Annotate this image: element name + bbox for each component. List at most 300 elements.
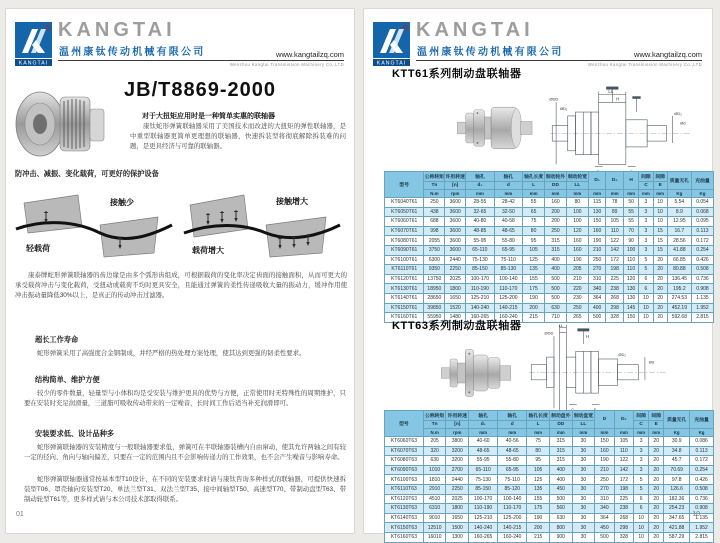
table-cell: 125-210 (466, 293, 495, 303)
table-cell: 320 (423, 446, 446, 456)
table-cell: 3 (634, 446, 649, 456)
col-symbol: E (653, 182, 667, 190)
svg-text:接触增大: 接触增大 (275, 196, 308, 206)
table-row (385, 274, 714, 284)
company-tagline-en: Wenzhou Kangtai Transmission Machinery Co.,LTD (588, 62, 702, 67)
table-cell: 28650 (424, 293, 445, 303)
brand-wordmark: KANGTAI (416, 19, 534, 42)
table-cell: 85-150 (469, 484, 498, 494)
table-cell: 0.254 (690, 465, 714, 475)
table-cell: 10 (639, 303, 653, 313)
table-cell: 140-215 (494, 303, 523, 313)
col-symbol: E (649, 421, 664, 429)
col-symbol: [n] (446, 421, 469, 429)
table-cell: 6300 (424, 255, 445, 265)
table-cell: 198 (614, 484, 633, 494)
table-cell: 0.068 (691, 207, 713, 217)
feature3-text: 较少的零件数量，轻量型与小体积均是受安装与维护更具的优势与方便，正常使用时无特殊性的周期维护，只要在安装时充足润滑量，三道脂可吸收传动带来的一定噪音，长时间工作后适当补充润滑即可。 (24, 389, 346, 409)
table-cell: 3 (639, 198, 653, 208)
table-cell: 120 (566, 226, 588, 236)
table-cell: 70 (623, 226, 638, 236)
table-cell: 190 (523, 293, 545, 303)
table-cell: 40-58 (494, 217, 523, 227)
table-cell: 75-130 (466, 255, 495, 265)
table-cell: 1.952 (691, 303, 713, 313)
website-url: www.kangtailzq.com (634, 50, 702, 59)
table-cell: 15 (653, 245, 667, 255)
kangtai-logo-icon (373, 22, 410, 66)
table-cell: 20 (649, 475, 664, 485)
table-cell: 110-190 (469, 504, 498, 514)
col-symbol: [n] (445, 182, 466, 190)
table-cell: 160-265 (466, 313, 495, 323)
col-unit: mm (498, 429, 527, 437)
table-cell: 6 (639, 274, 653, 284)
table-cell: 78 (606, 198, 624, 208)
table-cell: KT6130T63 (385, 504, 424, 514)
table-cell: 65-110 (469, 465, 498, 475)
table-cell: 145 (623, 303, 638, 313)
header-divider (416, 60, 702, 61)
table-cell: 250 (545, 226, 567, 236)
svg-text:ØD₂: ØD₂ (674, 111, 682, 116)
col-symbol: C (639, 182, 653, 190)
table-cell: 100 (566, 207, 588, 217)
table-cell: 20 (649, 465, 664, 475)
col-header: 制动轮外 (545, 172, 567, 182)
contact-diagram-heavy-load (182, 191, 342, 265)
table-cell: 55 (523, 198, 545, 208)
table-row (385, 245, 714, 255)
svg-text:KANGTAI: KANGTAI (377, 61, 406, 67)
table-cell: 110-190 (466, 284, 495, 294)
table-cell: 12.95 (667, 217, 691, 227)
table-cell: 130 (588, 207, 606, 217)
table-cell: 315 (549, 456, 572, 466)
table-cell: 0.508 (690, 484, 714, 494)
table-cell: 105 (523, 245, 545, 255)
svg-text:®: ® (403, 24, 409, 32)
page-number-left: 01 (16, 511, 24, 518)
table-cell: KT6160T63 (385, 532, 424, 542)
table-cell: 48-85 (466, 226, 495, 236)
table-cell: 140-240 (469, 523, 498, 533)
col-symbol: Tn (423, 421, 446, 429)
table-cell: 20 (653, 303, 667, 313)
table-cell: 3 (639, 236, 653, 246)
table-cell: 30 (572, 523, 595, 533)
table-cell: 105 (527, 465, 550, 475)
table-cell: 200 (545, 217, 567, 227)
col-header: 型号 (385, 172, 424, 198)
table-cell: 100-170 (466, 274, 495, 284)
table-cell: 3800 (446, 437, 469, 447)
table-cell: 190 (566, 255, 588, 265)
table-cell: 3600 (445, 207, 466, 217)
table-cell: 315 (545, 236, 567, 246)
table-cell: 340 (595, 504, 614, 514)
table-cell: 32-65 (466, 207, 495, 217)
table-cell: 230 (566, 293, 588, 303)
col-header: 间隙 (649, 411, 664, 421)
table-cell: 100 (623, 245, 638, 255)
svg-text:载荷增大: 载荷增大 (192, 245, 224, 255)
table-cell: 50 (623, 198, 638, 208)
col-header: 充油量 (691, 172, 713, 190)
table-cell: 20 (649, 456, 664, 466)
col-header: 制动轮宽 (566, 172, 588, 182)
table-cell: 75 (523, 217, 545, 227)
svg-text:H: H (616, 96, 619, 101)
table-cell: 160 (588, 226, 606, 236)
table-cell: 254.23 (664, 504, 690, 514)
table-cell: 1010 (423, 465, 446, 475)
table-cell: 500 (549, 494, 572, 504)
table-cell: 20 (649, 513, 664, 523)
table-cell: 900 (549, 532, 572, 542)
svg-text:ØD₁: ØD₁ (560, 106, 568, 111)
table-cell: 400 (545, 265, 567, 275)
table-cell: 364 (588, 293, 606, 303)
table-cell: 800 (549, 523, 572, 533)
table-cell: 315 (549, 446, 572, 456)
table-cell: 2440 (446, 475, 469, 485)
table-cell: 238 (614, 504, 633, 514)
page-title: JB/T8869-2000 (124, 79, 276, 102)
table-cell: 6 (634, 504, 649, 514)
table-row (385, 456, 714, 466)
table-cell: 140-215 (498, 523, 527, 533)
table-cell: 89 (606, 207, 624, 217)
table-cell: KT6060T61 (385, 217, 424, 227)
svg-text:Ød: Ød (680, 121, 685, 126)
table-cell: 30 (572, 456, 595, 466)
table-row (385, 484, 714, 494)
col-header: 许用转速 (446, 411, 469, 421)
table-cell: 10 (634, 523, 649, 533)
col-unit: rpm (445, 190, 466, 198)
table-cell: 198 (606, 265, 624, 275)
table-row (385, 475, 714, 485)
table-row (385, 532, 714, 542)
col-header: D₁ (588, 172, 606, 190)
col-unit: Kg (691, 190, 713, 198)
table-cell: 421.88 (664, 523, 690, 533)
table-cell: 3600 (445, 217, 466, 227)
table-cell: 20 (649, 446, 664, 456)
page-number-right: 10 (692, 511, 700, 518)
table-cell: 15 (653, 236, 667, 246)
table-cell: 140-240 (466, 303, 495, 313)
table-cell: 587.29 (664, 532, 690, 542)
page-right (363, 8, 713, 534)
table-cell: 500 (545, 274, 567, 284)
table-cell: 155 (523, 274, 545, 284)
table-cell: 190 (588, 236, 606, 246)
table-cell: 500 (545, 284, 567, 294)
table-cell: 340 (588, 284, 606, 294)
col-header: 轴孔 (469, 411, 498, 421)
table-cell: 65 (523, 207, 545, 217)
table-cell: 315 (549, 437, 572, 447)
table-cell: 13750 (424, 274, 445, 284)
col-unit: mm (653, 190, 667, 198)
table-cell: 0.908 (690, 504, 714, 514)
table-cell: 122 (614, 456, 633, 466)
col-unit: mm (649, 429, 664, 437)
table-cell: 65-95 (494, 245, 523, 255)
table-cell: 40-56 (498, 437, 527, 447)
table-cell: 10 (653, 217, 667, 227)
col-unit: mm (634, 429, 649, 437)
table-cell: 110 (614, 446, 633, 456)
table-cell: 20 (649, 523, 664, 533)
svg-text:ØD₂: ØD₂ (618, 352, 626, 357)
col-unit: mm (588, 190, 606, 198)
table-cell: 3 (639, 245, 653, 255)
table-cell: 0.054 (691, 198, 713, 208)
ktt61-section-drawing (546, 83, 696, 175)
table-cell: 10 (639, 293, 653, 303)
table-cell: 80.88 (667, 265, 691, 275)
table-cell: 5.54 (667, 198, 691, 208)
table-cell: 10 (653, 198, 667, 208)
coupling-photo (14, 85, 108, 165)
feature4-text1: 蛇形弹簧联轴器的安装精度与一般联轴器要求低，弹簧可在半联轴器装槽内自由窜动，使其允许两轴之间有较一定的径向、角向与轴向偏差，只要在一定的范围内且不会影响传递力的工作效果，也不会产生噪音与影响寿命。 (24, 443, 346, 463)
col-header: 轴孔 (494, 172, 523, 182)
table-cell: 28-42 (494, 198, 523, 208)
table-cell: 20 (649, 437, 664, 447)
table-row (385, 255, 714, 265)
col-unit: mm (469, 429, 498, 437)
table-cell: 8.9 (667, 207, 691, 217)
table-cell: 122 (606, 236, 624, 246)
table-cell: 3600 (445, 245, 466, 255)
table-cell: 55-95 (466, 236, 495, 246)
col-unit: Kg (690, 429, 714, 437)
table-cell: 39850 (424, 303, 445, 313)
ktt63-section-drawing (526, 323, 671, 413)
table-cell: KT6110T61 (385, 265, 424, 275)
table-cell: 16.7 (667, 226, 691, 236)
table-cell: 250 (588, 255, 606, 265)
table-cell: 710 (545, 313, 567, 323)
table-cell: 630 (549, 513, 572, 523)
table-cell: 100-170 (469, 494, 498, 504)
table-cell: 10 (634, 513, 649, 523)
col-unit: mm (466, 190, 495, 198)
col-symbol: d (498, 421, 527, 429)
table-cell: 110 (623, 265, 638, 275)
table-row (385, 198, 714, 208)
table-cell: 3 (639, 226, 653, 236)
table-cell: 120 (623, 274, 638, 284)
table-row (385, 236, 714, 246)
table-cell: 347.65 (664, 513, 690, 523)
table-cell: 20 (653, 293, 667, 303)
table-cell: KT6060T63 (385, 437, 424, 447)
table-cell: 45.7 (664, 456, 690, 466)
table-cell: 41.88 (667, 245, 691, 255)
table-cell: 1500 (446, 523, 469, 533)
col-header: 间隙 (634, 411, 649, 421)
table-cell: 12510 (423, 523, 446, 533)
table-cell: 200 (523, 303, 545, 313)
table-cell: 6 (639, 284, 653, 294)
table-cell: 400 (545, 255, 567, 265)
table-cell: 268 (606, 293, 624, 303)
table-cell: 28.56 (667, 236, 691, 246)
table-cell: 30 (572, 513, 595, 523)
col-header: 间隙 (653, 172, 667, 182)
table-cell: KT6160T61 (385, 313, 424, 323)
table-cell: 0.254 (691, 245, 713, 255)
col-header: 充油量 (690, 411, 714, 429)
table-cell: 100-140 (494, 274, 523, 284)
col-unit: mm (623, 190, 638, 198)
table-cell: 172 (606, 255, 624, 265)
table-cell: 32-50 (494, 207, 523, 217)
ktt61-table (384, 171, 714, 323)
table-cell: 105 (614, 437, 633, 447)
table-cell: 175 (523, 284, 545, 294)
company-name: 温州康钛传动机械有限公司 (417, 43, 563, 58)
page-left (5, 8, 355, 534)
col-unit: rpm (446, 429, 469, 437)
table-cell: KT6120T61 (385, 274, 424, 284)
company-name: 温州康钛传动机械有限公司 (59, 43, 205, 58)
table-cell: 105 (606, 217, 624, 227)
col-symbol: LL (572, 421, 595, 429)
table-row (385, 437, 714, 447)
table-cell: 20 (649, 532, 664, 542)
table-cell: 0.508 (691, 265, 713, 275)
table-cell: 30 (572, 504, 595, 514)
col-unit: mm (523, 190, 545, 198)
col-header: 间隙 (639, 172, 653, 182)
table-cell: 48-65 (494, 226, 523, 236)
table-cell: 142 (614, 465, 633, 475)
svg-text:轻载荷: 轻载荷 (25, 243, 50, 253)
table-cell: 6 (634, 494, 649, 504)
table-cell: 0.086 (690, 437, 714, 447)
table-cell: 190 (595, 456, 614, 466)
table-cell: 95 (527, 456, 550, 466)
table-cell: 20 (653, 274, 667, 284)
table-cell: 205 (423, 437, 446, 447)
table-cell: 85-120 (498, 484, 527, 494)
table-cell: 150 (588, 217, 606, 227)
table-cell: 0.426 (691, 255, 713, 265)
table-cell: 274.53 (667, 293, 691, 303)
table-cell: 130 (623, 284, 638, 294)
table-cell: 270 (588, 265, 606, 275)
table-cell: 172 (614, 475, 633, 485)
table-cell: 225 (614, 494, 633, 504)
table-cell: 0.095 (691, 217, 713, 227)
table-row (385, 284, 714, 294)
table-cell: 630 (423, 456, 446, 466)
col-unit: mm (545, 190, 567, 198)
table-cell: 75-110 (494, 255, 523, 265)
kangtai-logo-icon (15, 22, 52, 66)
table-cell: 0.172 (690, 456, 714, 466)
table-cell: 65-95 (498, 465, 527, 475)
table-cell: 30 (572, 475, 595, 485)
col-unit: mm (614, 429, 633, 437)
col-symbol: d₁ (469, 421, 498, 429)
table-cell: 16010 (423, 532, 446, 542)
table-cell: 452.19 (667, 303, 691, 313)
table-cell: KT6100T61 (385, 255, 424, 265)
table-cell: 0.113 (691, 226, 713, 236)
table-cell: 125-210 (469, 513, 498, 523)
table-cell: 328 (606, 313, 624, 323)
table-cell: 215 (523, 313, 545, 323)
table-cell: 2025 (446, 494, 469, 504)
table-cell: 5 (639, 265, 653, 275)
table-cell: 438 (424, 207, 445, 217)
col-unit: Kg (664, 429, 690, 437)
col-unit: N.m (424, 190, 445, 198)
feature2-heading: 超长工作寿命 (35, 335, 78, 345)
table-cell: 500 (545, 293, 567, 303)
svg-text:®: ® (45, 24, 51, 32)
table-cell: 80 (523, 226, 545, 236)
table-cell: 55 (623, 217, 638, 227)
table-cell: 450 (595, 523, 614, 533)
table-row (385, 226, 714, 236)
table-cell: 48-65 (498, 446, 527, 456)
table-cell: 364 (595, 513, 614, 523)
table-row (385, 504, 714, 514)
col-symbol: DD (545, 182, 567, 190)
table-cell: 142 (606, 245, 624, 255)
table-cell: 210 (588, 245, 606, 255)
table-cell: 28-55 (466, 198, 495, 208)
col-unit: mm (549, 429, 572, 437)
feature1-text: 康泰牌蛇形弹簧联轴器的齿边缘是由多个弧形齿组成，可根据载荷的变化率决定齿面的接触面积，从而可更大的承受载荷冲击与变化载荷，受扭动或载荷不均时更具安全，且能通过弹簧的柔性传递吸收大量的振动力，缓冲作用使冲击振动量降低30%以上，是真正的传动冲击过滤器。 (15, 271, 347, 300)
table-cell: 20 (649, 494, 664, 504)
table-cell: 6310 (423, 504, 446, 514)
table-cell: 55-95 (469, 456, 498, 466)
table-cell: 40-80 (466, 217, 495, 227)
table-cell: 9350 (424, 265, 445, 275)
feature3-heading: 结构简单、维护方便 (35, 375, 100, 385)
table-row (385, 217, 714, 227)
table-cell: 5 (634, 484, 649, 494)
col-unit: Kg (667, 190, 691, 198)
table-cell: 85-150 (466, 265, 495, 275)
table-cell: KT6070T61 (385, 226, 424, 236)
table-cell: 30 (572, 484, 595, 494)
table-cell: 298 (606, 303, 624, 313)
table-cell: 150 (623, 313, 638, 323)
table-cell: 298 (614, 523, 633, 533)
table-cell: 400 (588, 303, 606, 313)
table-cell: 100 (566, 217, 588, 227)
col-header: D₂ (614, 411, 633, 429)
table-cell: 270 (595, 484, 614, 494)
section1-heading: KTT61系列制动盘联轴器 (392, 65, 521, 81)
table-cell: 3750 (424, 245, 445, 255)
col-header: 公称转矩 (424, 172, 445, 182)
table-cell: 34.8 (664, 446, 690, 456)
table-cell: 70.69 (664, 465, 690, 475)
col-symbol: C (634, 421, 649, 429)
table-cell: 2250 (446, 484, 469, 494)
table-cell: 0.172 (691, 236, 713, 246)
